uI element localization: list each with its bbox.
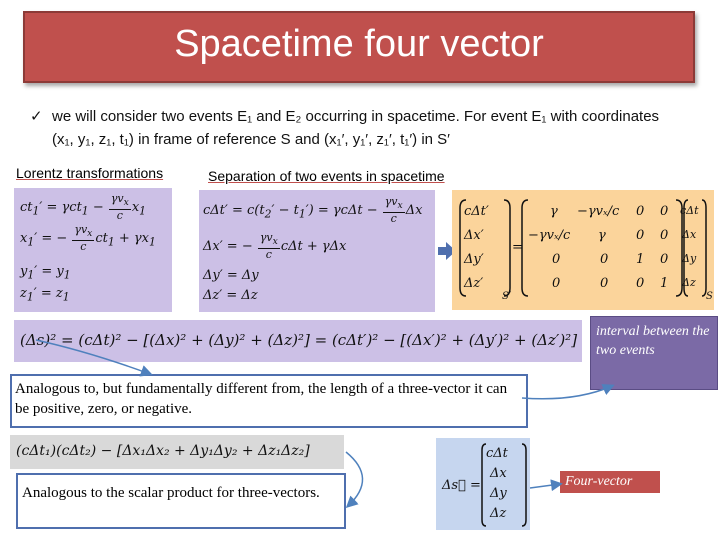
interval-equation: (Δs)² = (cΔt)² − [(Δx)² + (Δy)² + (Δz)²] = (cΔt′)² − [(Δx′)² + (Δy′)² + (Δz′)²]: [20, 331, 578, 349]
four-vector-comp-2: Δy: [490, 486, 507, 501]
matrix-cell-3-0: 0: [552, 276, 561, 291]
matrix-cell-3-2: 0: [636, 276, 645, 291]
analogous-length-text: Analogous to, but fundamentally different from, the length of a three-vector it can be positive, zero, or negative.: [15, 381, 508, 417]
lorentz-eq-4: $z_1' = z_1$: [20, 286, 70, 304]
arrow-fourvector-to-label: [530, 484, 560, 488]
four-vector-label-box: [560, 471, 660, 493]
analogous-length-box: [10, 374, 528, 428]
analogous-scalar-text: Analogous to the scalar product for three-vectors.: [22, 485, 320, 501]
lorentz-eq-3: $y_1' = y_1$: [20, 264, 71, 282]
slide-title: Spacetime four vector: [174, 23, 544, 65]
matrix-cell-3-1: 0: [600, 276, 609, 291]
matrix-cell-2-0: 0: [552, 252, 561, 267]
lorentz-eq-2: $x_1'$ = − $\frac{\gamma v_x}{c}$ $ct_1 + \gamma x_1$: [20, 223, 156, 254]
matrix-cell-2-2: 1: [636, 252, 645, 267]
matrix-sub-left: S′: [502, 291, 512, 302]
matrix-rhs-3: Δz: [682, 276, 696, 289]
checkmark-icon: ✓: [30, 108, 43, 125]
four-vector-comp-3: Δz: [490, 506, 507, 521]
analogous-scalar-box: [16, 473, 346, 529]
matrix-panel: [452, 190, 714, 310]
matrix-cell-2-3: 0: [660, 252, 669, 267]
matrix-cell-0-0: γ: [550, 204, 558, 219]
four-vector-comp-0: cΔt: [486, 446, 508, 461]
matrix-cell-1-0: −γvₓ/c: [528, 228, 571, 243]
matrix-cell-0-2: 0: [636, 204, 645, 219]
four-vector-comp-1: Δx: [490, 466, 507, 481]
interval-equation-panel: [14, 320, 582, 362]
separation-eq-3: Δy′ = Δy: [203, 268, 259, 283]
four-vector-label: Four-vector: [565, 474, 633, 489]
matrix-cell-1-2: 0: [636, 228, 645, 243]
matrix-cell-1-1: γ: [598, 228, 606, 243]
four-vector-panel: [436, 438, 530, 530]
intro-bullet: [30, 105, 670, 151]
four-vector-lhs: Δs⃗ =: [442, 478, 481, 493]
separation-eq-2: Δx′ = − $\frac{\gamma v_x}{c}$ cΔt + γΔx: [203, 231, 347, 262]
matrix-sub-right: S: [706, 291, 713, 302]
lorentz-equations-panel: [14, 188, 172, 312]
lorentz-eq-1: $ct_1' = \gamma ct_1$ − $\frac{\gamma v_x}{c}$ $x_1$: [20, 192, 147, 223]
scalar-equation: (cΔt₁)(cΔt₂) − [Δx₁Δx₂ + Δy₁Δy₂ + Δz₁Δz₂]: [16, 443, 310, 459]
arrow-scalar-to-box: [346, 452, 363, 506]
matrix-rhs-2: Δy: [682, 252, 697, 265]
matrix-rhs-0: cΔt: [680, 204, 699, 217]
matrix-cell-2-1: 0: [600, 252, 609, 267]
matrix-rhs-1: Δx: [682, 228, 697, 241]
matrix-lhs-2: Δy′: [464, 252, 484, 267]
interval-note: interval between the two events: [596, 324, 710, 358]
matrix-cell-1-3: 0: [660, 228, 669, 243]
matrix-lhs-0: cΔt′: [464, 204, 489, 219]
matrix-lhs-1: Δx′: [464, 228, 484, 243]
matrix-lhs-3: Δz′: [464, 276, 484, 291]
matrix-cell-3-3: 1: [660, 276, 669, 291]
matrix-cell-0-3: 0: [660, 204, 669, 219]
separation-eq-4: Δz′ = Δz: [203, 288, 258, 303]
lorentz-label: Lorentz transformations: [16, 165, 164, 181]
matrix-equals: =: [512, 240, 523, 255]
separation-eq-1: $c\Delta t' = c(t_2' - t_1') = \gamma c\Delta t$ − $\frac{\gamma v_x}{c}$ Δx: [203, 195, 423, 226]
title-banner: [23, 11, 695, 83]
intro-text: we will consider two events E₁ and E₂ occurring in spacetime. For event E₁ with coordinates (x₁, y₁, z₁, t₁) in frame of reference S and (x₁′, y₁′, z₁′, t₁′) in S′: [52, 108, 660, 148]
matrix-cell-0-1: −γvₓ/c: [577, 204, 620, 219]
separation-label: Separation of two events in spacetime: [208, 168, 445, 184]
separation-equations-panel: [199, 190, 435, 312]
interval-note-box: [590, 316, 718, 390]
scalar-equation-panel: [10, 435, 344, 469]
